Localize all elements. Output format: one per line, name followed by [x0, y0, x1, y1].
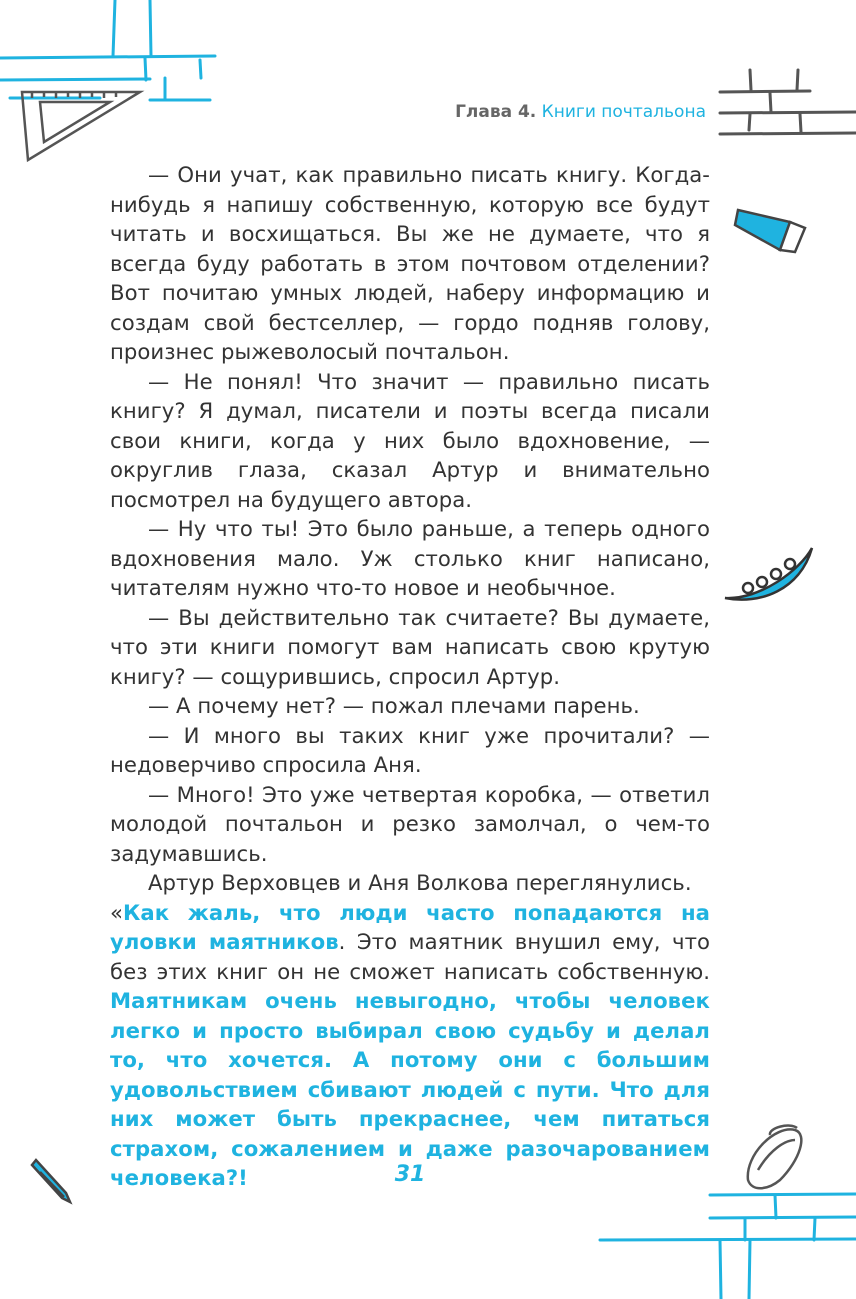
paragraph: — И много вы таких книг уже прочитали? — недоверчиво спросила Аня. — [110, 722, 710, 777]
chapter-label: Глава 4. — [455, 102, 537, 122]
bottom-right-brick-decoration — [600, 1194, 856, 1299]
paragraph: — А почему нет? — пожал плечами парень. — [148, 693, 640, 718]
hotdog-icon — [748, 1126, 802, 1189]
paragraph: — Вы действительно так считаете? Вы думаете, что эти книги помогут вам написать свою крутую книгу? — сощурившись, спросил Артур. — [110, 604, 710, 689]
paragraph: — Не понял! Что значит — правильно писать книгу? Я думал, писатели и поэты всегда писали свои книги, когда у них было вдохновение, — округлив глаза, сказал Артур и внимательно посмотрел на будущего автора. — [110, 368, 710, 512]
highlight-text: Маятникам очень невыгодно, чтобы человек легко и просто выбирал свою судьбу и делал то, что хочется. А потому они с большим удовольствием сбивают людей с пути. Что для них может быть прекраснее, чем питаться страхом, сожалением и даже разочарованием человека?! — [110, 988, 710, 1190]
top-left-brick-decoration — [0, 0, 215, 100]
paragraph: — Ну что ты! Это было раньше, а теперь одного вдохновения мало. Уж столько книг написано, читателям нужно что-то новое и необычное. — [110, 516, 710, 600]
pencil-icon — [32, 1160, 70, 1202]
top-right-brick-decoration — [720, 70, 856, 134]
body-text — [110, 160, 710, 1193]
chapter-title: Книги почтальона — [541, 102, 706, 122]
quote-mark: « — [110, 899, 124, 925]
pea-pod-icon — [725, 548, 812, 600]
paragraph: Артур Верховцев и Аня Волкова переглянулись. — [148, 870, 692, 895]
plain-text: . Это маятник внушил ему, что без этих книг он не сможет написать собственную. — [110, 929, 710, 984]
page-number: 31 — [394, 1162, 426, 1187]
paragraph: — Они учат, как правильно писать книгу. Когда-нибудь я напишу собственную, которую все будут читать и восхищаться. Вы же не думаете, что я всегда буду работать в этом почтовом отделении? Вот почитаю умных людей, наберу информацию и создам свой бестселлер, — гордо подняв голову, произнес рыжеволосый почтальон. — [110, 162, 710, 364]
ruler-triangle-icon — [22, 92, 140, 160]
paint-tube-icon — [735, 210, 805, 252]
running-header — [455, 102, 706, 122]
paragraph: — Много! Это уже четвертая коробка, — ответил молодой почтальон и резко замолчал, о чем-то задумавшись. — [110, 781, 710, 866]
final-paragraph — [110, 898, 710, 1193]
highlight-text: Как жаль, что люди часто попадаются на уловки маятников — [110, 899, 710, 954]
